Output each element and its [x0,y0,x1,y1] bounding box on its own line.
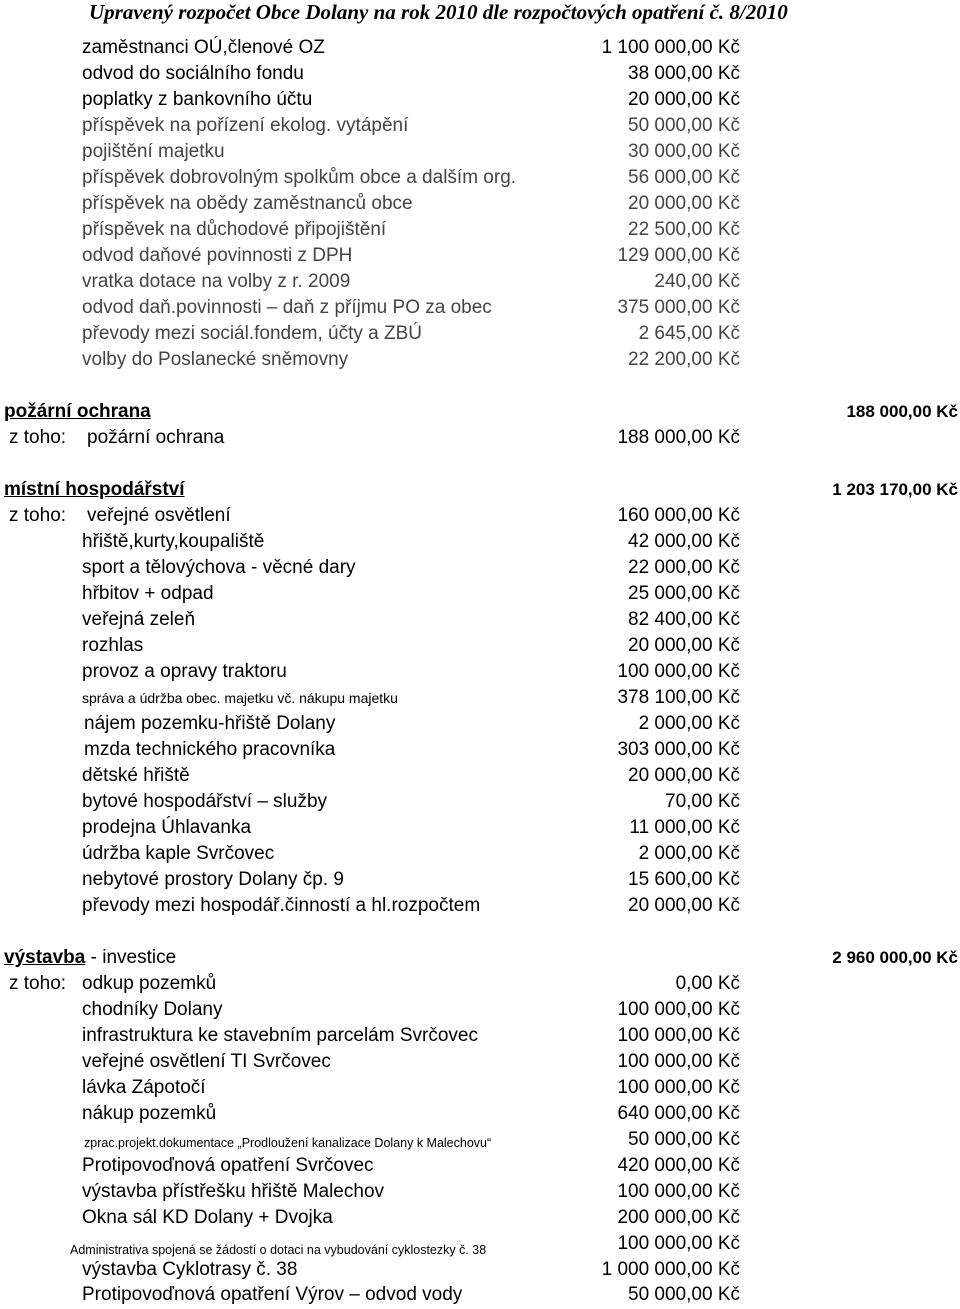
item-amount: 82 400,00 Kč [628,609,740,630]
item-label: výstavba přístřešku hřiště Malechov [82,1181,385,1202]
budget-row [0,816,960,842]
item-label: veřejné osvětlení TI Svrčovec [82,1051,331,1072]
budget-row [0,348,960,374]
budget-row [0,114,960,140]
item-label: chodníky Dolany [82,999,223,1020]
document-title: Upravený rozpočet Obce Dolany na rok 2010 dle rozpočtových opatření č. 8/2010 [89,0,788,24]
item-label: hřiště,kurty,koupaliště [82,531,265,552]
item-label: odvod daň.povinnosti – daň z příjmu PO za obec [82,297,492,318]
item-label: dětské hřiště [82,765,190,786]
budget-row [0,1128,960,1154]
budget-row [0,244,960,270]
section-title-text: místní hospodářství [4,479,185,500]
item-amount: 100 000,00 Kč [617,661,740,682]
item-amount: 30 000,00 Kč [628,141,740,162]
item-label: poplatky z bankovního účtu [82,89,313,110]
budget-row [0,972,960,998]
item-label: příspěvek na obědy zaměstnanců obce [82,193,413,214]
budget-row [0,62,960,88]
item-amount: 20 000,00 Kč [628,89,740,110]
budget-row [0,530,960,556]
item-label: prodejna Úhlavanka [82,817,252,838]
budget-row [0,712,960,738]
budget-row [0,1050,960,1076]
item-label: nákup pozemků [82,1103,217,1124]
item-label: Okna sál KD Dolany + Dvojka [82,1207,333,1228]
item-label: odkup pozemků [82,973,217,994]
item-amount: 188 000,00 Kč [617,427,740,448]
item-amount: 20 000,00 Kč [628,765,740,786]
section-title-suffix: - investice [85,947,177,968]
section-heading-build [0,946,960,972]
item-label: požární ochrana [87,427,225,448]
item-label: veřejné osvětlení [87,505,231,526]
budget-row [0,1154,960,1180]
item-amount: 50 000,00 Kč [628,115,740,136]
item-label: pojištění majetku [82,141,225,162]
budget-row [0,166,960,192]
budget-row [0,1258,960,1284]
budget-row [0,842,960,868]
item-label: převody mezi sociál.fondem, účty a ZBÚ [82,323,423,344]
budget-row [0,634,960,660]
budget-row [0,738,960,764]
item-amount: 2 645,00 Kč [638,323,740,344]
item-amount: 2 000,00 Kč [638,713,740,734]
item-amount: 303 000,00 Kč [617,739,740,760]
item-label: nebytové prostory Dolany čp. 9 [82,869,344,890]
item-amount: 375 000,00 Kč [617,297,740,318]
budget-row [0,1206,960,1232]
item-amount: 129 000,00 Kč [617,245,740,266]
item-amount: 15 600,00 Kč [628,869,740,890]
item-label: odvod do sociálního fondu [82,63,304,84]
budget-row [0,868,960,894]
item-amount: 1 100 000,00 Kč [601,37,740,58]
budget-row [0,1180,960,1206]
item-amount: 20 000,00 Kč [628,193,740,214]
section-title-text: požární ochrana [4,401,151,422]
item-amount: 11 000,00 Kč [629,817,740,838]
item-amount: 240,00 Kč [654,271,740,292]
item-amount: 22 200,00 Kč [628,349,740,370]
budget-row [0,1102,960,1128]
z-toho-label: z toho: [9,973,67,994]
item-label: výstavba Cyklotrasy č. 38 [82,1259,298,1280]
section-total: 188 000,00 Kč [846,402,958,421]
budget-row [0,218,960,244]
item-amount: 22 000,00 Kč [628,557,740,578]
section-title-text: výstavba [4,947,86,968]
budget-row [0,322,960,348]
section-title [4,478,185,502]
budget-row [0,764,960,790]
item-amount: 100 000,00 Kč [617,1181,740,1202]
item-label: příspěvek na pořízení ekolog. vytápění [82,115,409,136]
item-amount: 160 000,00 Kč [617,505,740,526]
item-amount: 56 000,00 Kč [628,167,740,188]
item-amount: 100 000,00 Kč [617,1025,740,1046]
item-label: veřejná zeleň [82,609,196,630]
budget-row [0,686,960,712]
item-label: provoz a opravy traktoru [82,661,287,682]
item-label: zprac.projekt.dokumentace „Prodloužení kanalizace Dolany k Malechovu“ [84,1136,492,1150]
budget-row [0,582,960,608]
budget-row [0,270,960,296]
item-label: Administrativa spojená se žádostí o dotaci na vybudování cyklostezky č. 38 [70,1243,487,1257]
item-amount: 640 000,00 Kč [617,1103,740,1124]
item-label: nájem pozemku-hřiště Dolany [84,713,336,734]
item-label: bytové hospodářství – služby [82,791,328,812]
budget-row [0,140,960,166]
section-total: 1 203 170,00 Kč [832,480,958,499]
item-label: správa a údržba obec. majetku vč. nákupu majetku [82,690,398,706]
item-label: lávka Zápotočí [82,1077,206,1098]
item-amount: 50 000,00 Kč [628,1284,740,1305]
item-label: vratka dotace na volby z r. 2009 [82,271,351,292]
item-amount: 200 000,00 Kč [617,1207,740,1228]
item-amount: 420 000,00 Kč [617,1155,740,1176]
section-total: 2 960 000,00 Kč [832,948,958,967]
item-amount: 2 000,00 Kč [638,843,740,864]
item-amount: 70,00 Kč [665,791,740,812]
budget-row [0,426,960,452]
item-amount: 38 000,00 Kč [628,63,740,84]
item-label: údržba kaple Svrčovec [82,843,275,864]
item-label: sport a tělovýchova - věcné dary [82,557,356,578]
item-amount: 25 000,00 Kč [628,583,740,604]
item-label: infrastruktura ke stavebním parcelám Svrčovec [82,1025,478,1046]
budget-row [0,504,960,530]
item-amount: 100 000,00 Kč [617,1051,740,1072]
section-title [4,400,151,424]
budget-row [0,192,960,218]
budget-row [0,608,960,634]
budget-row [0,296,960,322]
item-label: odvod daňové povinnosti z DPH [82,245,353,266]
item-amount: 100 000,00 Kč [617,1077,740,1098]
item-label: příspěvek dobrovolným spolkům obce a dalším org. [82,167,517,188]
item-label: příspěvek na důchodové připojištění [82,219,387,240]
section-title [4,946,176,970]
item-amount: 20 000,00 Kč [628,635,740,656]
item-amount: 42 000,00 Kč [628,531,740,552]
item-amount: 50 000,00 Kč [628,1129,740,1150]
budget-row [0,36,960,62]
item-amount: 0,00 Kč [675,973,740,994]
budget-row [0,1283,960,1309]
z-toho-label: z toho: [9,505,67,526]
item-label: převody mezi hospodář.činností a hl.rozpočtem [82,895,481,916]
item-label: rozhlas [82,635,144,656]
section-heading-local [0,478,960,504]
budget-row [0,660,960,686]
item-amount: 378 100,00 Kč [617,687,740,708]
item-label: mzda technického pracovníka [84,739,336,760]
item-label: hřbitov + odpad [82,583,214,604]
budget-row [0,790,960,816]
budget-row [0,88,960,114]
item-amount: 1 000 000,00 Kč [601,1259,740,1280]
item-label: volby do Poslanecké sněmovny [82,349,349,370]
budget-row [0,998,960,1024]
item-amount: 20 000,00 Kč [628,895,740,916]
item-label: zaměstnanci OÚ,členové OZ [82,37,325,58]
item-amount: 100 000,00 Kč [617,999,740,1020]
section-heading-fire [0,400,960,426]
item-amount: 100 000,00 Kč [617,1233,740,1254]
budget-row [0,1232,960,1258]
item-amount: 22 500,00 Kč [628,219,740,240]
budget-row [0,556,960,582]
budget-row [0,1024,960,1050]
budget-row [0,894,960,920]
budget-row [0,1076,960,1102]
item-label: Protipovoďnová opatření Výrov – odvod vody [82,1284,463,1305]
z-toho-label: z toho: [9,427,67,448]
item-label: Protipovoďnová opatření Svrčovec [82,1155,374,1176]
